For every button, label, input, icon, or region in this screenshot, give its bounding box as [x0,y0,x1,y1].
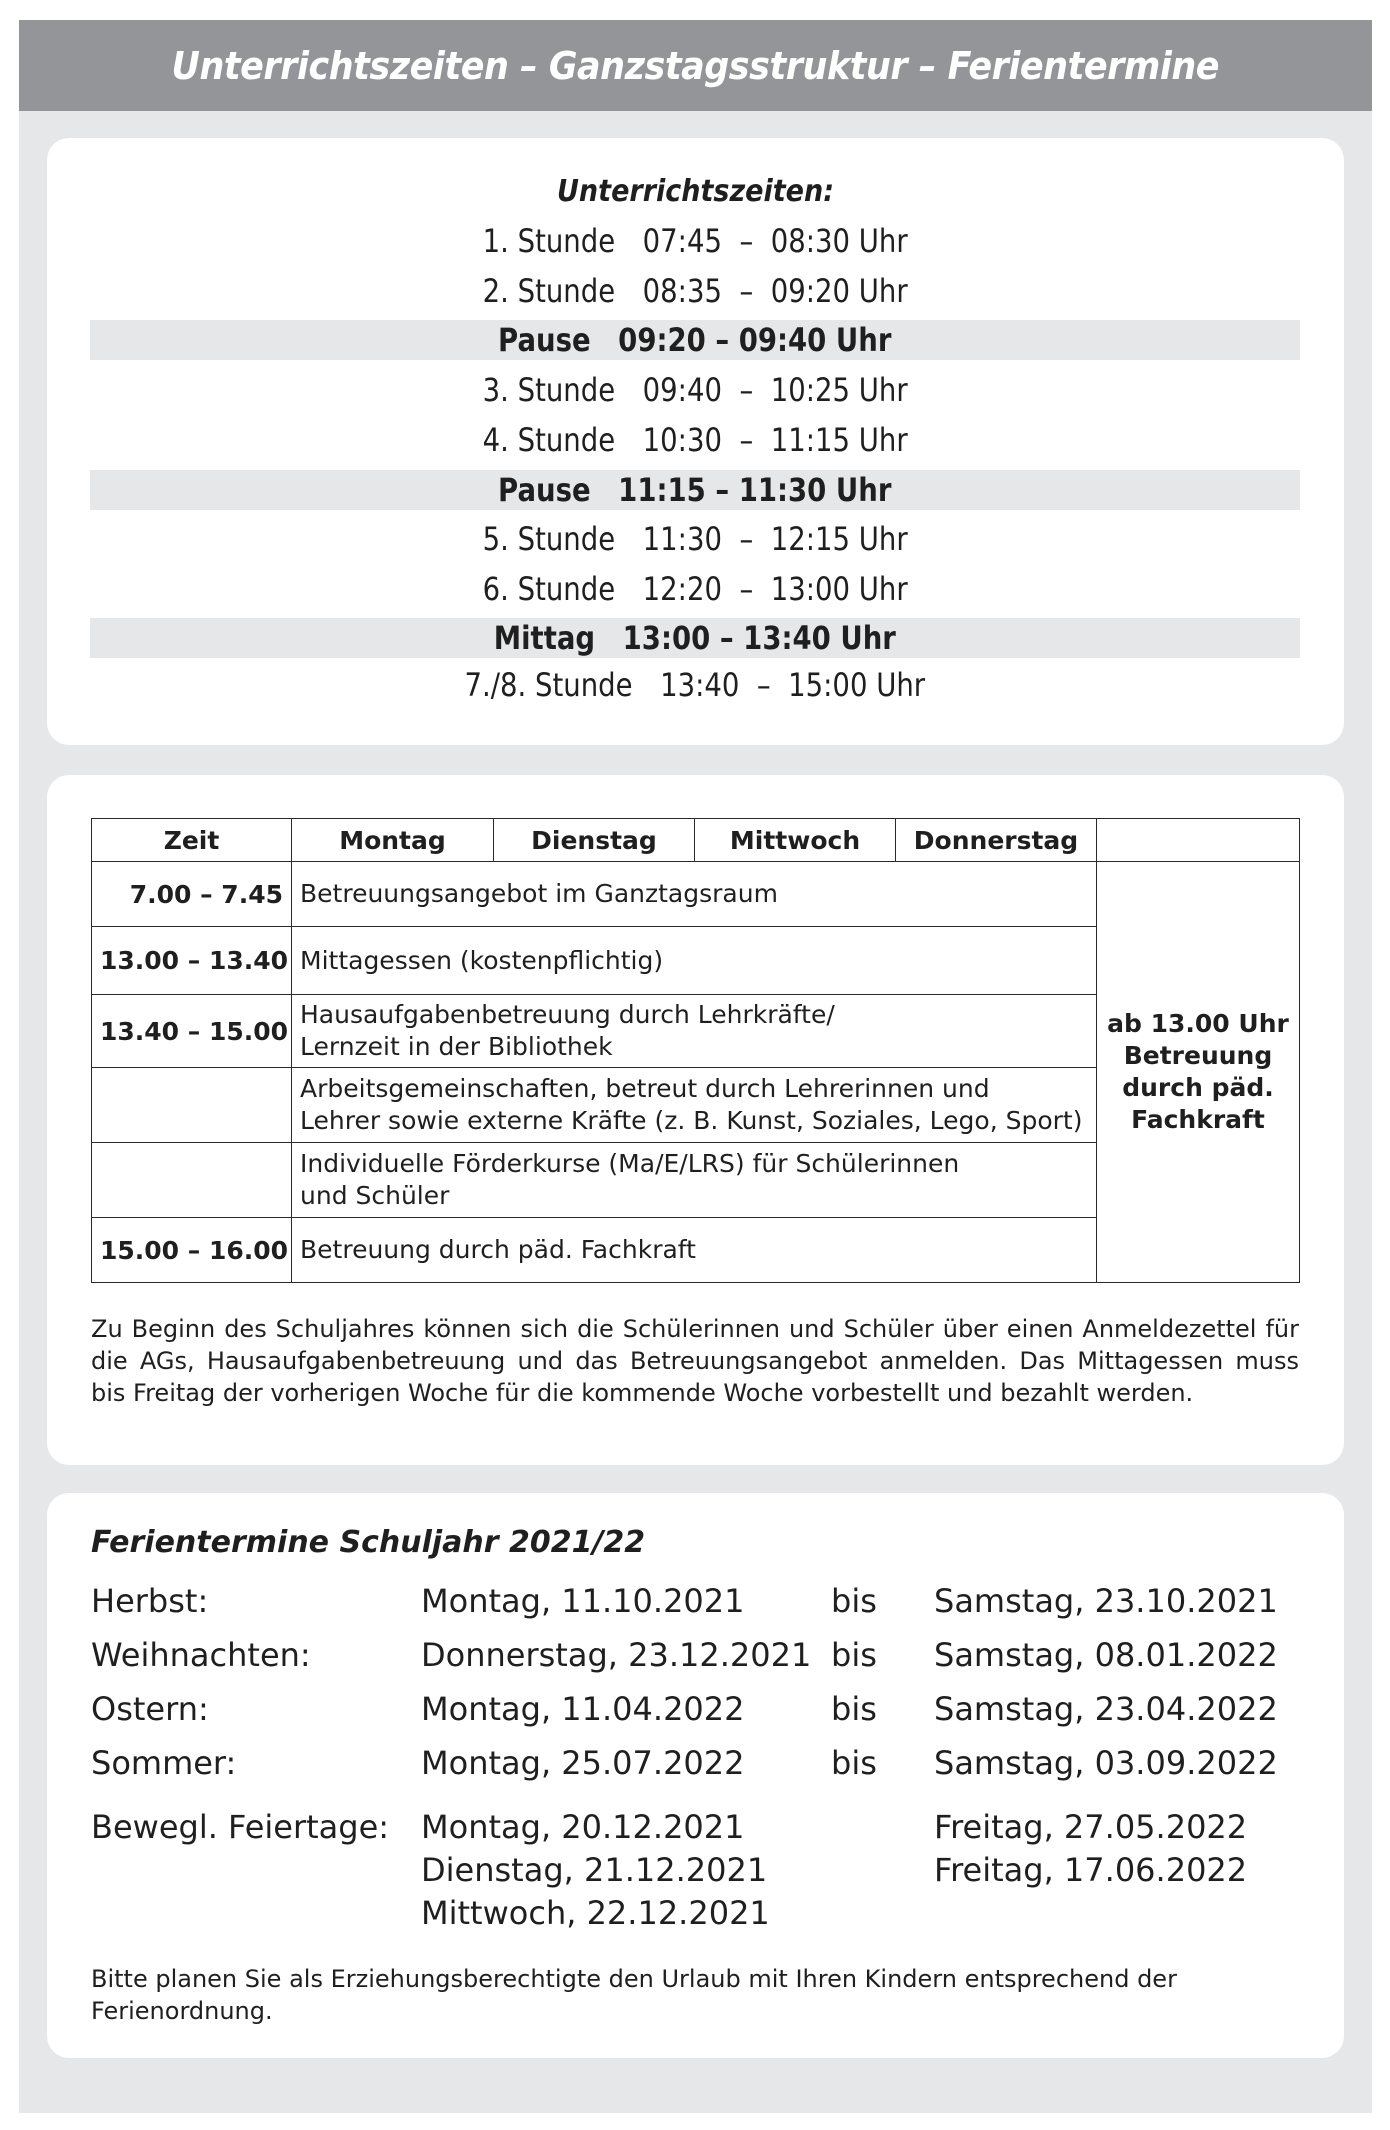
feiertag-date: Freitag, 17.06.2022 [934,1851,1248,1889]
lesson-row [90,370,1300,410]
holiday-bis: bis [831,1582,877,1620]
row-content [482,421,907,459]
holiday-bis: bis [831,1636,877,1674]
header-mittwoch: Mittwoch [695,819,896,862]
holiday-start: Montag, 25.07.2022 [421,1744,745,1782]
feiertag-date: Mittwoch, 22.12.2021 [421,1894,770,1932]
side-note: ab 13.00 Uhr Betreuung durch päd. Fachkraft [1097,862,1300,1283]
lesson-label: 7./8. Stunde [464,666,633,704]
pause-row [90,320,1300,360]
row-activity: Betreuungsangebot im Ganztagsraum [292,862,1097,927]
row-content [482,222,907,260]
feiertag-date: Montag, 20.12.2021 [421,1808,745,1846]
time-range: 10:30 – 11:15 Uhr [642,421,908,459]
holiday-start: Montag, 11.04.2022 [421,1690,745,1728]
ganztag-table [91,818,1300,1283]
row-time: 7.00 – 7.45 [92,862,292,927]
row-content [482,570,907,608]
lesson-label: 1. Stunde [482,222,616,260]
feiertag-date: Freitag, 27.05.2022 [934,1808,1248,1846]
vacation-note: Bitte planen Sie als Erziehungsberechtigte den Urlaub mit Ihren Kindern entsprechend der Ferienordnung. [91,1965,1177,2025]
row-activity: Betreuung durch päd. Fachkraft [292,1218,1097,1283]
time-range: 13:40 – 15:00 Uhr [660,666,926,704]
holiday-bis: bis [831,1744,877,1782]
time-range: 09:20 – 09:40 Uhr [618,321,892,359]
header-freitag-empty [1097,819,1300,862]
holiday-season: Weihnachten: [91,1636,311,1674]
holiday-start: Donnerstag, 23.12.2021 [421,1636,812,1674]
time-range: 12:20 – 13:00 Uhr [642,570,908,608]
lesson-row [90,519,1300,559]
pause-label: Pause [498,471,591,509]
holiday-season: Ostern: [91,1690,209,1728]
time-range: 11:30 – 12:15 Uhr [642,520,908,558]
row-content [498,471,891,509]
lesson-row [90,420,1300,460]
lesson-label: 4. Stunde [482,421,616,459]
time-range: 08:35 – 09:20 Uhr [642,272,908,310]
row-content [498,321,891,359]
feiertag-date: Dienstag, 21.12.2021 [421,1851,768,1889]
ganztag-panel [47,775,1344,1465]
row-time [92,1143,292,1218]
holiday-bis: bis [831,1690,877,1728]
lesson-row [90,569,1300,609]
lesson-row [90,665,1300,705]
pause-label: Mittag [493,619,596,657]
ferientermine-title: Ferientermine Schuljahr 2021/22 [91,1525,646,1560]
row-activity: Mittagessen (kostenpflichtig) [292,927,1097,995]
row-time: 13.00 – 13.40 [92,927,292,995]
page-title: Unterrichtszeiten – Ganzstagsstruktur – Ferientermine [171,43,1220,88]
header-zeit: Zeit [92,819,292,862]
row-content [494,619,896,657]
row-time: 13.40 – 15.00 [92,995,292,1068]
pause-label: Pause [498,321,591,359]
title-bar [19,20,1372,111]
row-activity: Hausaufgabenbetreuung durch Lehrkräfte/ Lernzeit in der Bibliothek [292,995,1097,1068]
feiertage-label: Bewegl. Feiertage: [91,1808,390,1846]
holiday-start: Montag, 11.10.2021 [421,1582,745,1620]
lesson-row [90,271,1300,311]
lesson-label: 3. Stunde [482,371,616,409]
unterrichtszeiten-panel [47,138,1344,745]
pause-row [90,618,1300,658]
row-time: 15.00 – 16.00 [92,1218,292,1283]
row-activity: Arbeitsgemeinschaften, betreut durch Lehrerinnen und Lehrer sowie externe Kräfte (z. B. Kunst, Soziales, Lego, Sport) [292,1068,1097,1143]
table-header-row [92,819,1300,862]
lesson-label: 6. Stunde [482,570,616,608]
time-range: 13:00 – 13:40 Uhr [622,619,897,657]
holiday-end: Samstag, 03.09.2022 [934,1744,1278,1782]
lesson-label: 5. Stunde [482,520,616,558]
row-content [482,371,907,409]
header-montag: Montag [292,819,494,862]
row-time [92,1068,292,1143]
row-content [465,666,926,704]
lesson-label: 2. Stunde [482,272,616,310]
row-activity: Individuelle Förderkurse (Ma/E/LRS) für Schülerinnen und Schüler [292,1143,1097,1218]
time-range: 09:40 – 10:25 Uhr [642,371,908,409]
row-content [482,520,907,558]
holiday-end: Samstag, 23.04.2022 [934,1690,1278,1728]
holiday-season: Herbst: [91,1582,209,1620]
holiday-end: Samstag, 23.10.2021 [934,1582,1278,1620]
holiday-end: Samstag, 08.01.2022 [934,1636,1278,1674]
registration-note: Zu Beginn des Schuljahres können sich die Schülerinnen und Schüler über einen Anmeldezettel für die AGs, Hausaufgabenbetreuung und das Betreuungsangebot anmelden. Das Mittagessen muss bis Freitag der vorherigen Woche für die kommende Woche vorbestellt und bezahlt werden. [91,1315,1299,1407]
header-donnerstag: Donnerstag [896,819,1097,862]
row-content [482,272,907,310]
header-dienstag: Dienstag [494,819,695,862]
holiday-season: Sommer: [91,1744,237,1782]
pause-row [90,470,1300,510]
unterrichtszeiten-title: Unterrichtszeiten: [557,174,834,209]
ferientermine-panel [47,1493,1344,2058]
table-row [92,862,1300,927]
lesson-row [90,221,1300,261]
time-range: 11:15 – 11:30 Uhr [618,471,892,509]
time-range: 07:45 – 08:30 Uhr [642,222,908,260]
